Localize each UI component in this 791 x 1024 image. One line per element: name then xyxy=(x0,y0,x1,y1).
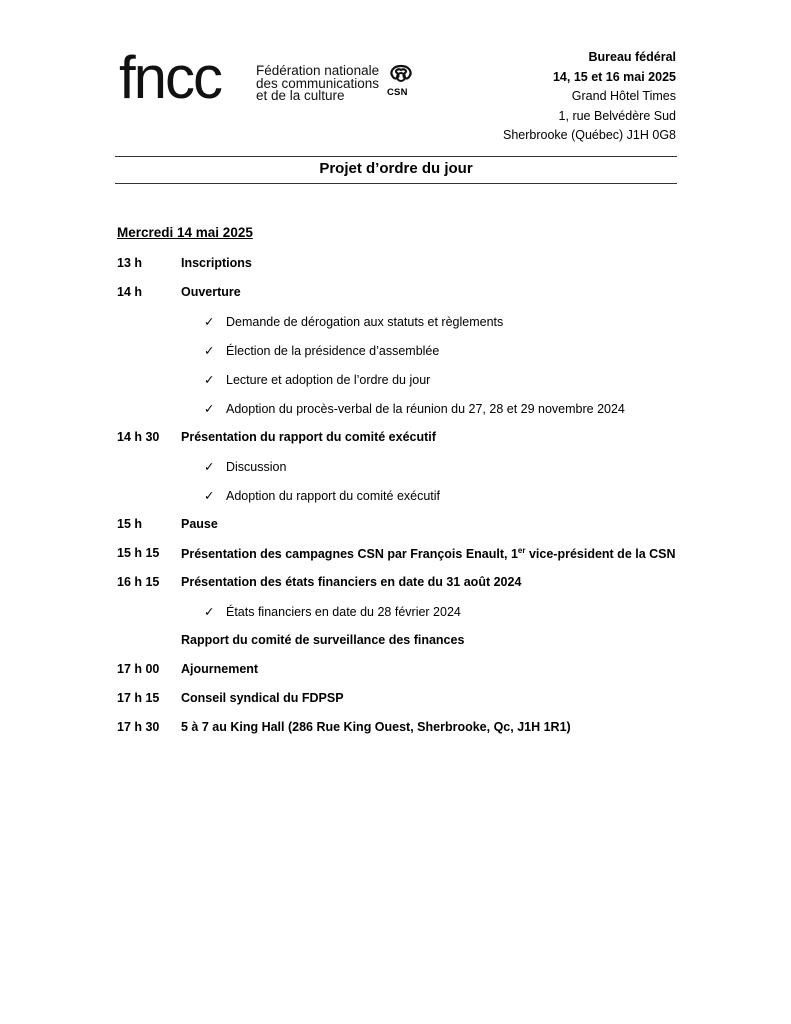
agenda-item: Ouverture xyxy=(181,285,241,299)
agenda-item: 5 à 7 au King Hall (286 Rue King Ouest, Sherbrooke, Qc, J1H 1R1) xyxy=(181,720,571,734)
agenda-time: 17 h 15 xyxy=(117,691,160,705)
day-heading: Mercredi 14 mai 2025 xyxy=(117,225,253,240)
checkmark-icon: ✓ xyxy=(204,344,215,358)
document-title: Projet d’ordre du jour xyxy=(319,160,473,177)
agenda-item: Présentation du rapport du comité exécutif xyxy=(181,430,436,444)
venue-city: Sherbrooke (Québec) J1H 0G8 xyxy=(502,128,676,142)
meeting-dates: 14, 15 et 16 mai 2025 xyxy=(552,69,676,84)
checkmark-icon: ✓ xyxy=(204,315,215,329)
title-rule-bottom xyxy=(115,183,677,184)
agenda-item: Inscriptions xyxy=(181,256,252,270)
checkmark-icon: ✓ xyxy=(204,605,215,619)
federation-name: Fédération nationale des communications et de la culture xyxy=(256,63,380,103)
meeting-name: Bureau fédéral xyxy=(588,50,676,64)
agenda-time: 17 h 30 xyxy=(117,720,160,734)
agenda-time: 15 h 15 xyxy=(117,546,160,560)
checkmark-icon: ✓ xyxy=(204,402,215,416)
agenda-time: 17 h 00 xyxy=(117,662,160,676)
csn-emblem-icon xyxy=(385,64,417,88)
fncc-wordmark: fncc xyxy=(119,44,222,111)
agenda-time: 16 h 15 xyxy=(117,575,160,589)
agenda-item: Pause xyxy=(181,517,218,531)
meeting-info xyxy=(503,48,676,146)
agenda-item: Présentation des états financiers en date du 31 août 2024 xyxy=(181,575,522,589)
agenda-item: Présentation des campagnes CSN par François Enault, 1er vice-président de la CSN xyxy=(181,546,676,561)
agenda-item: Rapport du comité de surveillance des finances xyxy=(181,633,465,647)
title-rule-top xyxy=(115,156,677,157)
agenda-item: Conseil syndical du FDPSP xyxy=(181,691,344,705)
checkmark-icon: ✓ xyxy=(204,373,215,387)
venue-street: 1, rue Belvédère Sud xyxy=(558,108,676,123)
agenda-item: Ajournement xyxy=(181,662,259,676)
agenda-time: 15 h xyxy=(117,517,143,531)
venue-name: Grand Hôtel Times xyxy=(571,89,676,103)
agenda-time: 14 h 30 xyxy=(117,430,160,444)
checkmark-icon: ✓ xyxy=(204,460,215,474)
checkmark-icon: ✓ xyxy=(204,489,215,503)
agenda-time: 13 h xyxy=(117,256,143,270)
csn-label: CSN xyxy=(387,87,408,98)
agenda-time: 14 h xyxy=(117,285,143,299)
